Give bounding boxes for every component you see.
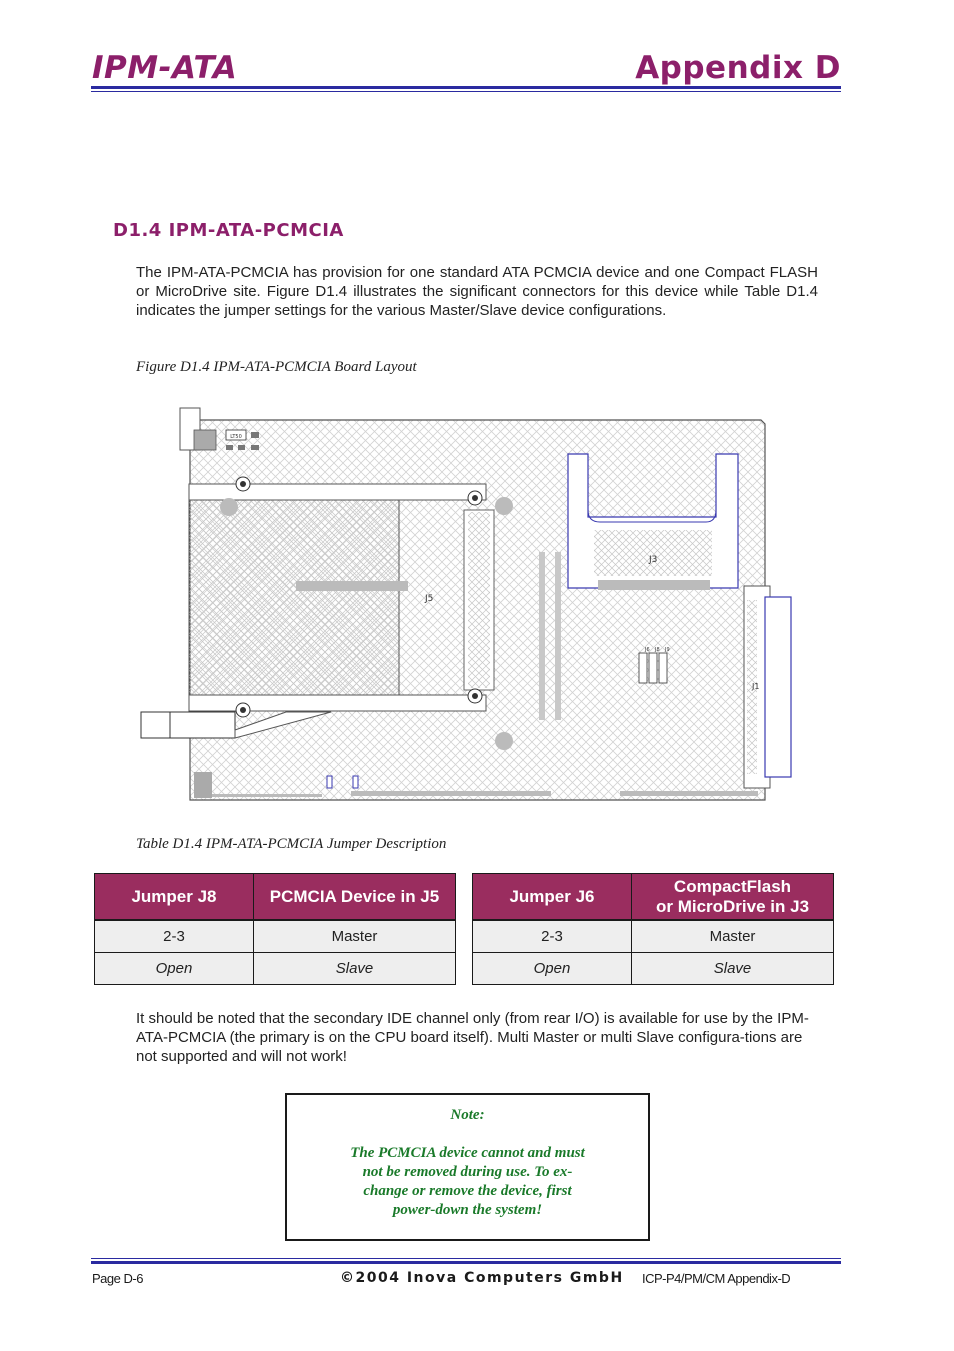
figure-caption: Figure D1.4 IPM-ATA-PCMCIA Board Layout <box>136 359 417 375</box>
footer-rule-thick <box>91 1261 841 1264</box>
table-header <box>632 874 834 921</box>
table-cell: 2-3 <box>95 920 254 953</box>
note-title: Note: <box>450 1107 485 1123</box>
table-header: PCMCIA Device in J5 <box>254 874 456 921</box>
table-cell: 2-3 <box>473 920 632 953</box>
table-cell: Master <box>632 920 834 953</box>
label-j1: J1 <box>752 682 760 691</box>
note-line: The PCMCIA device cannot and must <box>350 1145 585 1161</box>
pcmcia-frame-bottom <box>189 695 486 711</box>
remark-paragraph: It should be noted that the secondary IDE channel only (from rear I/O) is available for use by the IPM-ATA-PCMCIA (the primary is on the CPU board itself). Multi Master or multi Slave configura-tions are not supported and will not work! <box>136 1010 809 1065</box>
rear-connector <box>141 712 235 738</box>
table-header-line: or MicroDrive in J3 <box>655 896 810 916</box>
table-cell: Master <box>254 920 456 953</box>
table-row <box>95 920 456 953</box>
page-number: Page D-6 <box>92 1271 143 1286</box>
table-cell: Open <box>473 953 632 985</box>
pcmcia-frame-top <box>189 484 486 500</box>
note-line: change or remove the device, first <box>363 1183 572 1199</box>
label-j5: J5 <box>425 594 434 604</box>
chip-lt50-label: LT50 <box>230 434 242 440</box>
table-cell: Slave <box>632 953 834 985</box>
label-j6: J6 <box>645 647 650 653</box>
jumper-table-j6 <box>472 873 834 985</box>
note-box <box>285 1093 650 1241</box>
label-j8: J8 <box>655 647 660 653</box>
table-header-line: CompactFlash <box>673 876 792 896</box>
table-row <box>473 920 834 953</box>
table-row <box>473 953 834 985</box>
ide-connector-j1 <box>765 597 791 777</box>
table-row <box>95 953 456 985</box>
footer-doc-id: ICP-P4/PM/CM Appendix-D <box>642 1271 791 1286</box>
jumper-table-j8 <box>94 873 456 985</box>
table-header: Jumper J6 <box>473 874 632 921</box>
intro-paragraph: The IPM-ATA-PCMCIA has provision for one standard ATA PCMCIA device and one Compact FLASH or MicroDrive site. Figure D1.4 illustrates the significant connectors for this device while Table D1.4 indicates the jumper settings for the various Master/Slave device configurations. <box>136 264 818 319</box>
jumper-block <box>639 653 667 683</box>
table-header: Jumper J8 <box>95 874 254 921</box>
pcmcia-card-area <box>189 500 399 695</box>
section-title: D1.4 IPM-ATA-PCMCIA <box>113 220 344 241</box>
header-title: IPM-ATA <box>92 50 238 86</box>
table-cell: Open <box>95 953 254 985</box>
table-cell: Slave <box>254 953 456 985</box>
note-line: power-down the system! <box>392 1202 543 1218</box>
header-rule-thin <box>91 91 841 92</box>
header-section: Appendix D <box>635 50 841 86</box>
header-rule <box>91 86 841 89</box>
label-j3: J3 <box>649 555 658 565</box>
board-layout-figure <box>136 400 806 810</box>
footer-copyright: ©2004 Inova Computers GmbH <box>340 1270 624 1286</box>
table-caption: Table D1.4 IPM-ATA-PCMCIA Jumper Description <box>136 836 447 852</box>
label-j9: J9 <box>665 647 670 653</box>
note-line: not be removed during use. To ex- <box>362 1164 573 1180</box>
footer-rule <box>91 1258 841 1259</box>
